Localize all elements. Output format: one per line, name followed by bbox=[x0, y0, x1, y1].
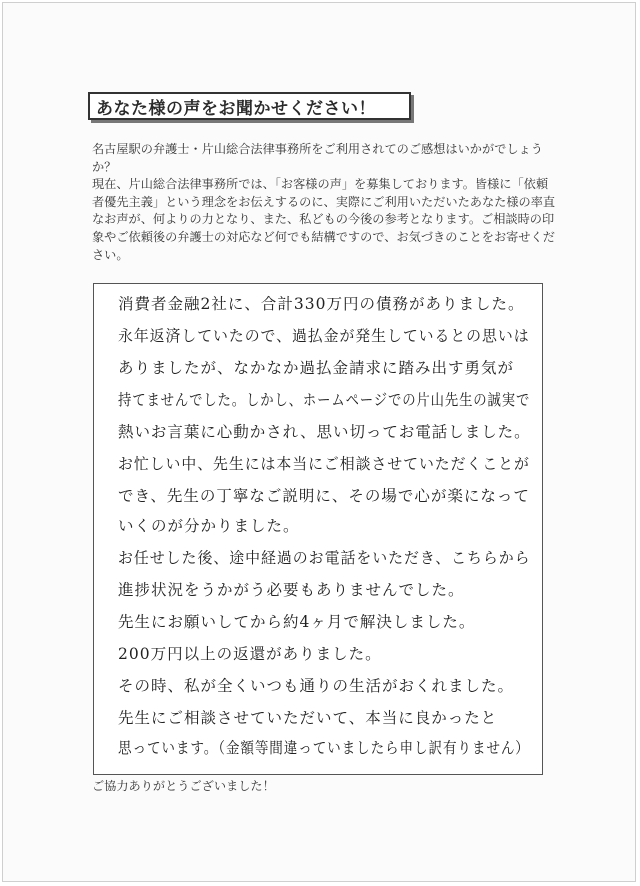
handwritten-line: ありましたが、なかなか過払金請求に踏み出す勇気が bbox=[118, 359, 515, 377]
handwritten-line: 先生にお願いしてから約4ヶ月で解決しました。 bbox=[118, 613, 476, 631]
closing-thanks: ご協力ありがとうございました！ bbox=[92, 779, 275, 793]
intro-text bbox=[92, 141, 557, 264]
handwritten-line: お忙しい中、先生には本当にご相談させていただくことが bbox=[118, 455, 530, 473]
form-heading: あなた様の声をお聞かせください！ bbox=[88, 92, 411, 120]
handwritten-line: いくのが分かりました。 bbox=[118, 517, 300, 535]
intro-paragraph-2: 現在、片山総合法律事務所では、「お客様の声」を募集しております。皆様に「依頼者優先主義」という理念をお伝えするのに、実際にご利用いただいたあなた様の率直なお声が、何よりの力となり、また、私どもの今後の参考となります。ご相談時の印象やご依頼後の弁護士の対応など何でも結構ですので、お気づきのことをお寄せください。 bbox=[92, 177, 556, 262]
handwritten-line: 進捗状況をうかがう必要もありませんでした。 bbox=[118, 581, 465, 599]
handwritten-line: 熱いお言葉に心動かされ、思い切ってお電話しました。 bbox=[118, 423, 531, 441]
handwritten-line: 200万円以上の返還がありました。 bbox=[118, 645, 382, 663]
handwritten-line: 永年返済していたので、過払金が発生しているとの思いは bbox=[118, 327, 530, 345]
handwritten-line: 先生にご相談させていただいて、本当に良かったと bbox=[118, 709, 498, 727]
survey-form-sheet bbox=[2, 2, 636, 882]
handwritten-line: 持てませんでした。しかし、ホームページでの片山先生の誠実で bbox=[118, 391, 531, 409]
handwritten-letter-box bbox=[93, 283, 543, 775]
handwritten-line: お任せした後、途中経過のお電話をいただき、こちらから bbox=[118, 549, 531, 567]
intro-paragraph-1: 名古屋駅の弁護士・片山総合法律事務所をご利用されてのご感想はいかがでしょうか？ bbox=[92, 142, 543, 174]
handwritten-line: 思っています。（金額等間違っていましたら申し訳有りません） bbox=[118, 739, 530, 757]
handwritten-line: 消費者金融2社に、合計330万円の債務がありました。 bbox=[118, 295, 525, 313]
handwritten-line: でき、先生の丁寧なご説明に、その場で心が楽になって bbox=[118, 487, 530, 505]
handwritten-line: その時、私が全くいつも通りの生活がおくれました。 bbox=[118, 677, 515, 695]
